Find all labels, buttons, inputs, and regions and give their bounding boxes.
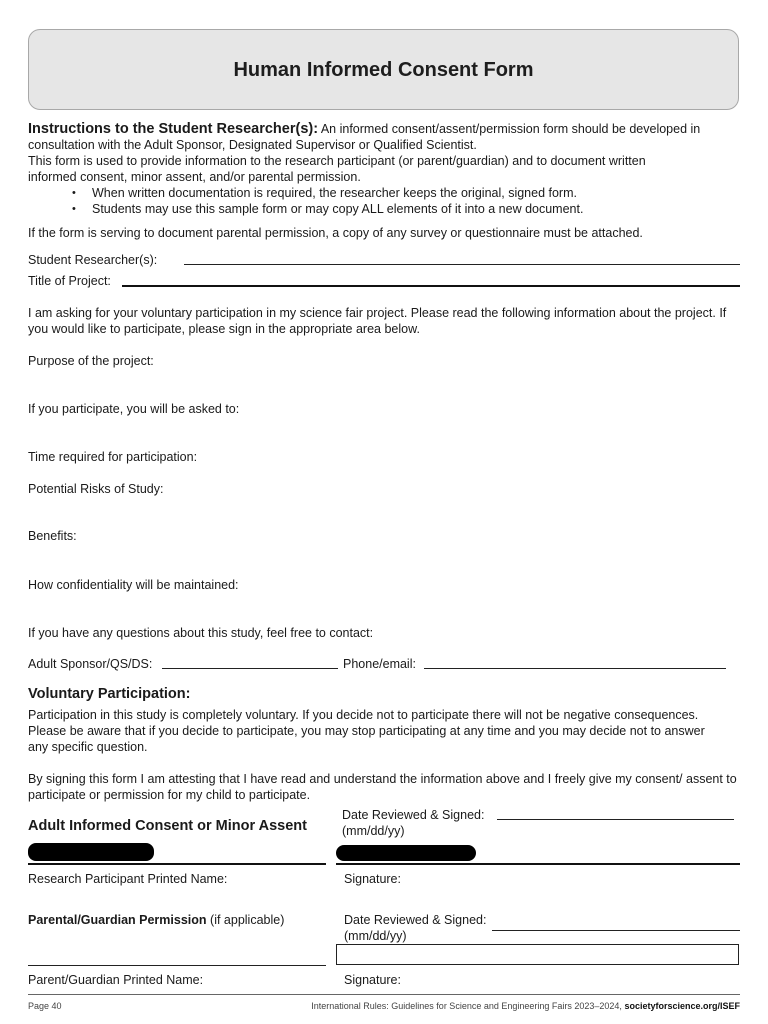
parental-heading-note: (if applicable): [210, 913, 285, 927]
adult-date-field[interactable]: [497, 819, 734, 820]
purpose-label: Purpose of the project:: [28, 354, 154, 368]
footer-page-number: Page 40: [28, 1001, 62, 1011]
adult-sponsor-field[interactable]: [162, 668, 338, 669]
participation-request: I am asking for your voluntary participation in my science fair project. Please read the following information about the project. If you would like to participate, please sign in the appropriate area below.: [28, 306, 727, 336]
adult-date-label: Date Reviewed & Signed:: [342, 808, 485, 822]
title-of-project-field[interactable]: [122, 285, 740, 287]
survey-note: If the form is serving to document parental permission, a copy of any survey or questionnaire must be attached.: [28, 226, 643, 240]
adult-sponsor-label: Adult Sponsor/QS/DS:: [28, 657, 153, 671]
parental-date-format: (mm/dd/yy): [344, 929, 407, 943]
asked-to-label: If you participate, you will be asked to:: [28, 402, 240, 416]
parent-name-label: Parent/Guardian Printed Name:: [28, 973, 204, 987]
instructions-paragraph: [28, 121, 740, 153]
instructions-bullet: • When written documentation is required, the researcher keeps the original, signed form.: [72, 185, 740, 201]
participant-signature-field[interactable]: [336, 863, 740, 865]
voluntary-text: Participation in this study is completely voluntary. If you decide not to participate there will not be negative consequences. Please be aware that if you decide to participate, you may stop participating at any time and you may decide not to answer any specific question.: [28, 708, 705, 754]
adult-date-format: (mm/dd/yy): [342, 824, 405, 838]
confidentiality-label: How confidentiality will be maintained:: [28, 578, 239, 592]
footer-source-text: International Rules: Guidelines for Science and Engineering Fairs 2023–2024,: [311, 1001, 622, 1011]
parental-heading-bold: Parental/Guardian Permission: [28, 913, 207, 927]
time-required-label: Time required for participation:: [28, 450, 198, 464]
participant-name-field[interactable]: [28, 863, 326, 865]
instructions-purpose-line-2: informed consent, minor assent, and/or parental permission.: [28, 170, 361, 184]
instructions-purpose-line-1: This form is used to provide information to the research participant (or parent/guardian) and to document written: [28, 154, 646, 168]
participant-name-label: Research Participant Printed Name:: [28, 872, 228, 886]
parent-signature-label: Signature:: [344, 973, 401, 987]
redacted-signature: [336, 845, 476, 861]
parental-date-label: Date Reviewed & Signed:: [344, 913, 487, 927]
student-researchers-label: Student Researcher(s):: [28, 253, 158, 267]
risks-label: Potential Risks of Study:: [28, 482, 164, 496]
phone-email-label: Phone/email:: [343, 657, 416, 671]
questions-label: If you have any questions about this study, feel free to contact:: [28, 626, 374, 640]
parent-signature-box[interactable]: [336, 944, 739, 965]
instructions-intro: An informed consent/assent/permission form should be developed in consultation with the Adult Sponsor, Designated Supervisor or Qualified Scientist.: [28, 122, 701, 152]
footer-divider: [28, 994, 740, 995]
title-of-project-label: Title of Project:: [28, 274, 111, 288]
parental-heading: [28, 912, 284, 928]
form-title: Human Informed Consent Form: [233, 58, 534, 81]
footer-url-link[interactable]: societyforscience.org/ISEF: [624, 1001, 740, 1011]
attestation-text: By signing this form I am attesting that I have read and understand the information above and I freely give my consent/ assent to participate or permission for my child to participate.: [28, 772, 737, 802]
benefits-label: Benefits:: [28, 529, 77, 543]
parental-date-field[interactable]: [492, 930, 740, 931]
parent-name-field[interactable]: [28, 965, 326, 966]
title-banner: [28, 29, 739, 110]
phone-email-field[interactable]: [424, 668, 726, 669]
instructions-bullet: • Students may use this sample form or may copy ALL elements of it into a new document.: [72, 201, 740, 217]
adult-consent-heading: Adult Informed Consent or Minor Assent: [28, 818, 307, 834]
instructions-block: [28, 121, 740, 217]
voluntary-heading: Voluntary Participation:: [28, 686, 191, 702]
instructions-bullet-list: [72, 185, 740, 217]
student-researchers-field[interactable]: [184, 264, 740, 265]
instructions-heading: Instructions to the Student Researcher(s):: [28, 121, 319, 137]
participant-signature-label: Signature:: [344, 872, 401, 886]
footer-source: [311, 998, 740, 1014]
redacted-participant-name: [28, 843, 154, 861]
